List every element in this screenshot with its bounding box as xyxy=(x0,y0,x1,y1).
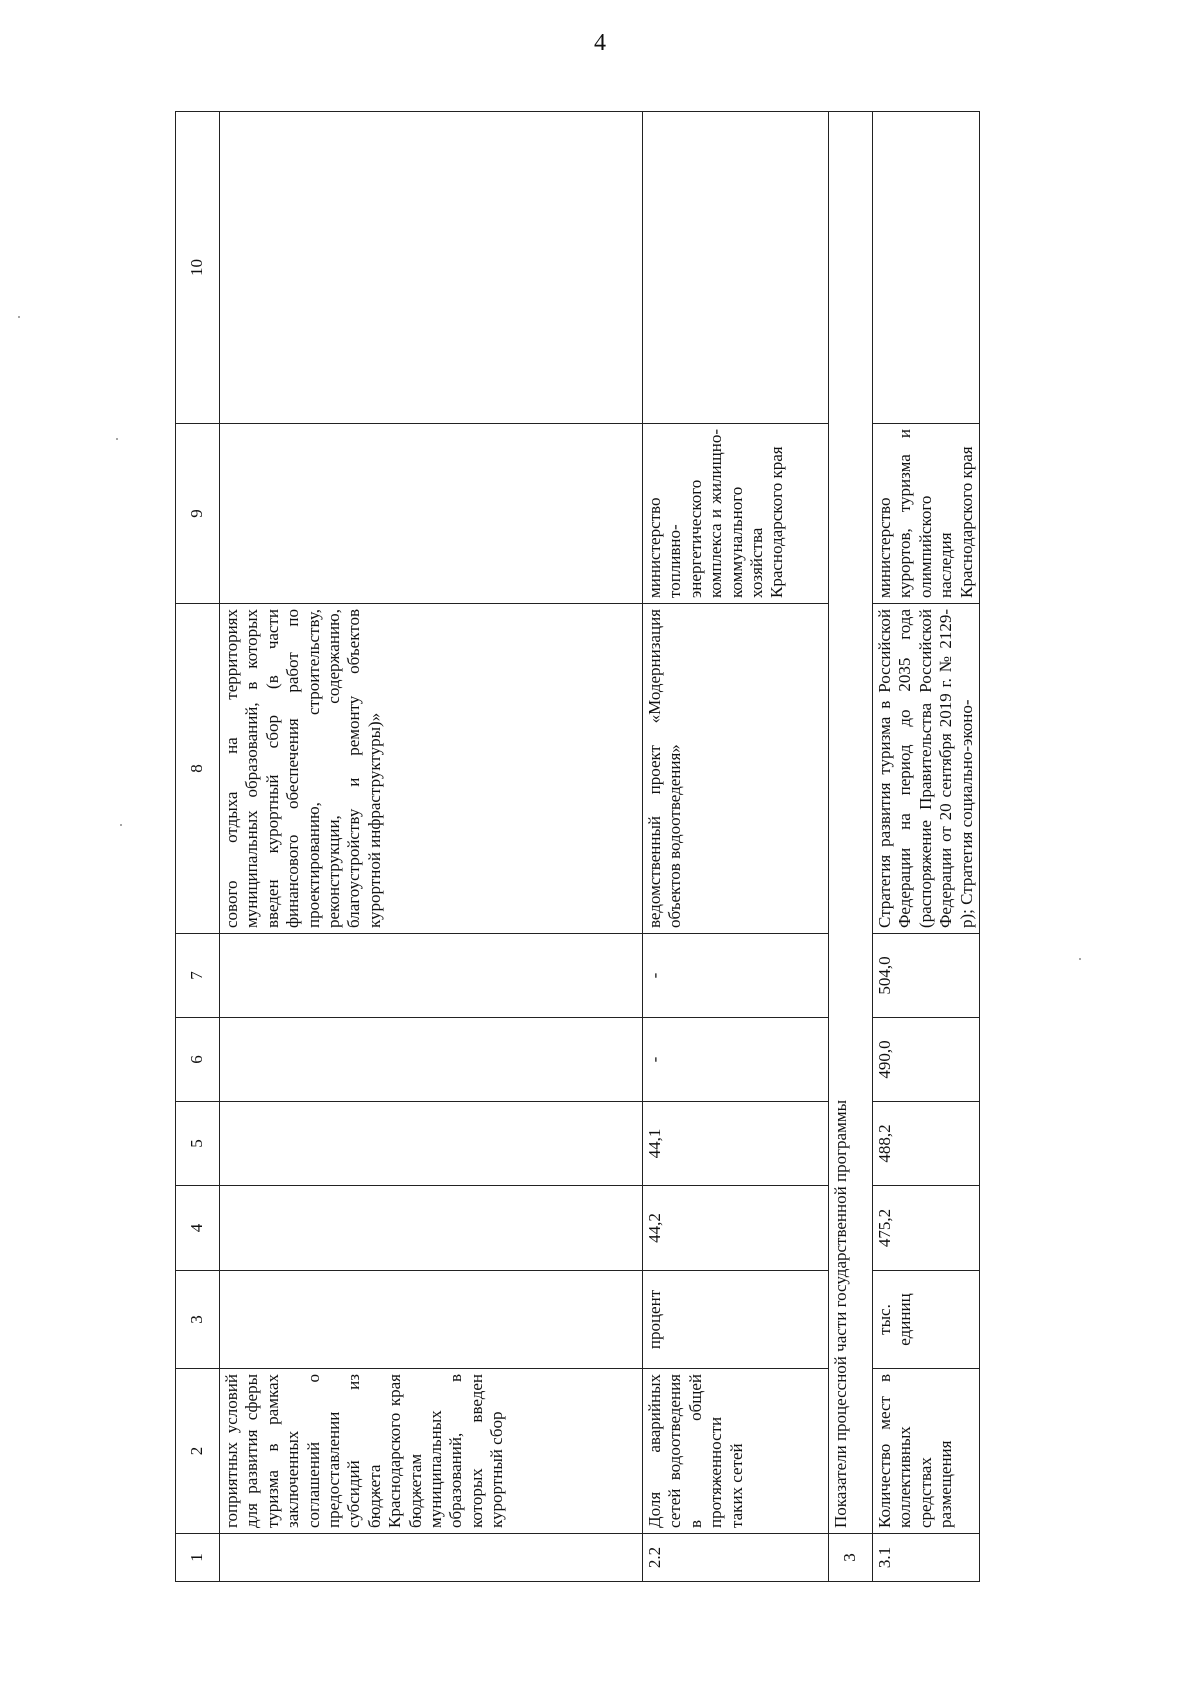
value-col4: 44,2 xyxy=(643,1186,829,1271)
unit: процент xyxy=(643,1271,829,1369)
row-number: 2.2 xyxy=(643,1534,829,1582)
value-col4: 475,2 xyxy=(873,1186,980,1271)
indicators-table xyxy=(175,111,980,1582)
row-number xyxy=(220,1534,643,1582)
group-number: 3 xyxy=(829,1534,873,1582)
value-col7: - xyxy=(643,934,829,1018)
note-cell xyxy=(643,112,829,424)
header-cell: 2 xyxy=(176,1369,220,1534)
value-col7 xyxy=(220,934,643,1018)
value-col4 xyxy=(220,1186,643,1271)
table-row xyxy=(220,112,643,1582)
responsible-body: министерство курортов, туризма и олимпийского наследия Краснодарского края xyxy=(873,424,980,604)
header-cell: 7 xyxy=(176,934,220,1018)
value-col5 xyxy=(220,1102,643,1186)
basis-document: сового отдыха на территориях муниципальных образований, в которых введен курортный сбор (в части финансового обеспечения работ по проектированию, строительству, реконструкции, содержанию, благоустройству и ремонту объектов курортной инфраструктуры)» xyxy=(220,604,643,934)
header-cell: 6 xyxy=(176,1018,220,1102)
header-cell: 5 xyxy=(176,1102,220,1186)
basis-document: ведомственный проект «Модернизация объектов водоотведения» xyxy=(643,604,829,934)
group-row xyxy=(829,112,873,1582)
basis-document: Стратегия развития туризма в Российской Федерации на период до 2035 года (распоряжение Правительства Российской Федерации от 20 сентября 2019 г. № 2129-р); Стратегия социально-эконо- xyxy=(873,604,980,934)
note-cell xyxy=(873,112,980,424)
table-row xyxy=(643,112,829,1582)
row-number: 3.1 xyxy=(873,1534,980,1582)
header-cell: 1 xyxy=(176,1534,220,1582)
note-cell xyxy=(220,112,643,424)
header-cell: 4 xyxy=(176,1186,220,1271)
value-col6: 490,0 xyxy=(873,1018,980,1102)
value-col6: - xyxy=(643,1018,829,1102)
unit xyxy=(220,1271,643,1369)
table-frame xyxy=(175,112,976,1582)
indicator-name: гоприятных условий для развития сферы туризма в рамках заключенных соглашений о предоставлении субсидий из бюджета Краснодарского края бюджетам муниципальных образований, в которых введен курортный сбор xyxy=(220,1369,643,1534)
page-number: 4 xyxy=(594,30,606,56)
group-title: Показатели процессной части государственной программы xyxy=(829,112,873,1534)
header-cell: 3 xyxy=(176,1271,220,1369)
header-row xyxy=(176,112,220,1582)
value-col5: 44,1 xyxy=(643,1102,829,1186)
indicator-name: Количество мест в коллективных средствах размещения xyxy=(873,1369,980,1534)
header-cell: 8 xyxy=(176,604,220,934)
value-col6 xyxy=(220,1018,643,1102)
value-col7: 504,0 xyxy=(873,934,980,1018)
header-cell: 9 xyxy=(176,424,220,604)
header-cell: 10 xyxy=(176,112,220,424)
responsible-body: министерство топливно-энергетического комплекса и жилищно-коммунального хозяйства Краснодарского края xyxy=(643,424,829,604)
indicator-name: Доля аварийных сетей водоотведения в общей протяженности таких сетей xyxy=(643,1369,829,1534)
value-col5: 488,2 xyxy=(873,1102,980,1186)
unit: тыс. единиц xyxy=(873,1271,980,1369)
table-row xyxy=(873,112,980,1582)
responsible-body xyxy=(220,424,643,604)
